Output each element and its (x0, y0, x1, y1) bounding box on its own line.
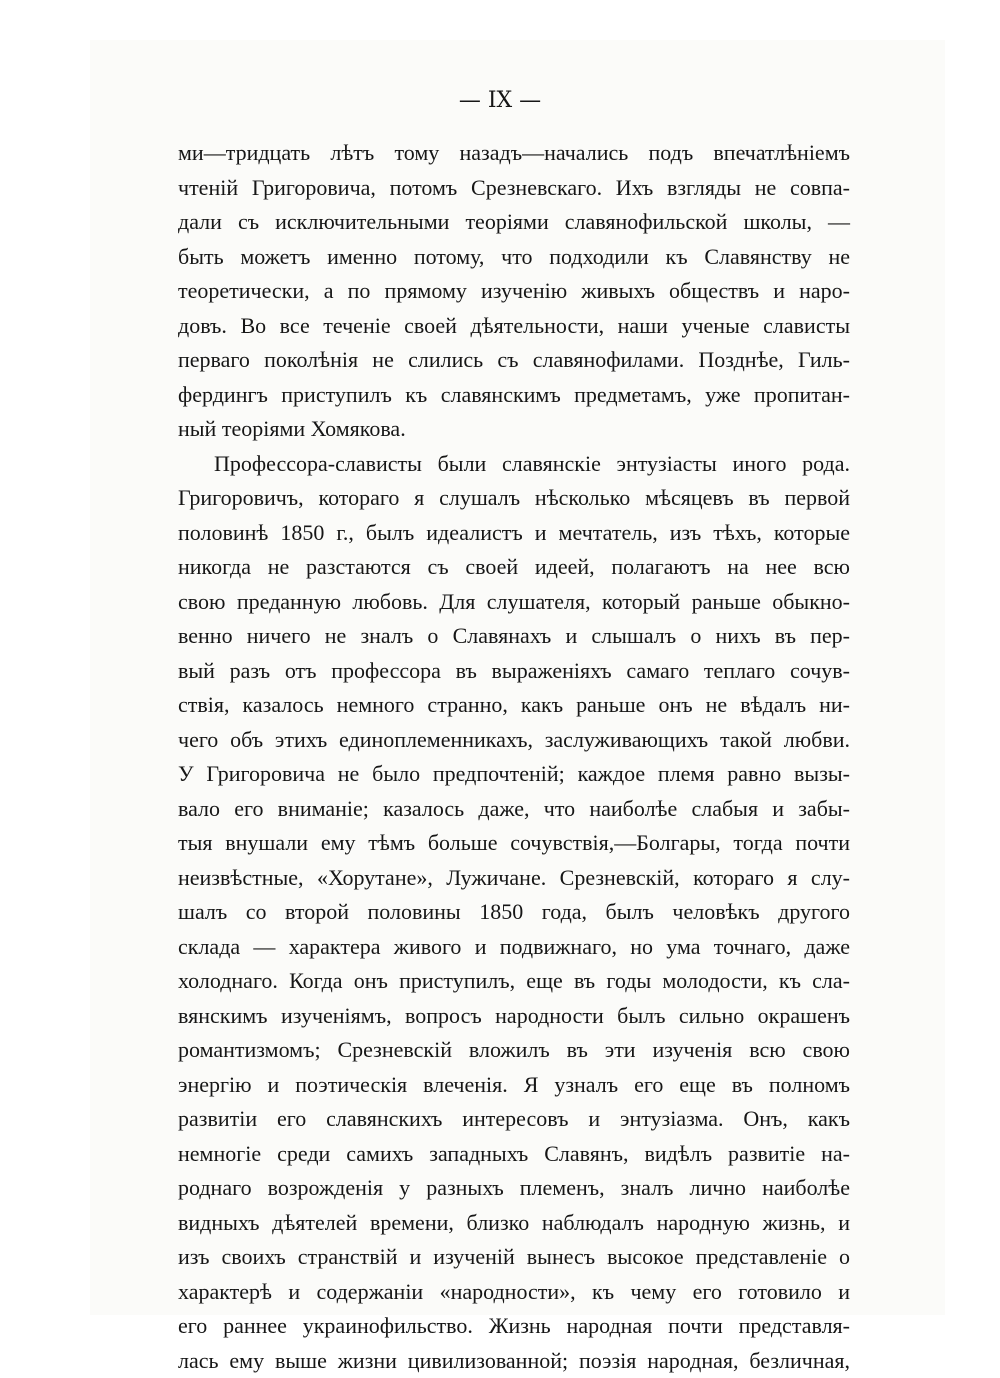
text-line: изъ своихъ странствій и изученій вынесъ высокое представленіе о (178, 1240, 850, 1275)
text-line: видныхъ дѣятелей времени, близко наблюдалъ народную жизнь, и (178, 1206, 850, 1241)
text-line: вянскимъ изученіямъ, вопросъ народности былъ сильно окрашенъ (178, 999, 850, 1034)
body-text (178, 136, 850, 1378)
text-line: лась ему выше жизни цивилизованной; поэзія народная, безличная, (178, 1344, 850, 1378)
text-line: фердингъ приступилъ къ славянскимъ предметамъ, уже пропитан- (178, 378, 850, 413)
text-line: ствія, казалось немного странно, какъ раньше онъ не вѣдалъ ни- (178, 688, 850, 723)
text-line: чего объ этихъ единоплеменникахъ, заслуживающихъ такой любви. (178, 723, 850, 758)
text-line: дали съ исключительными теоріями славянофильской школы, — (178, 205, 850, 240)
text-line: романтизмомъ; Срезневскій вложилъ въ эти изученія всю свою (178, 1033, 850, 1068)
text-line: тыя внушали ему тѣмъ больше сочувствія,—Болгары, тогда почти (178, 826, 850, 861)
text-line: венно ничего не зналъ о Славянахъ и слышалъ о нихъ въ пер- (178, 619, 850, 654)
text-line: свою преданную любовь. Для слушателя, который раньше обыкно- (178, 585, 850, 620)
text-line: Григоровичъ, котораго я слушалъ нѣсколько мѣсяцевъ въ первой (178, 481, 850, 516)
text-line: никогда не разстаются съ своей идеей, полагаютъ на нее всю (178, 550, 850, 585)
text-line: энергію и поэтическія влеченія. Я узналъ его еще въ полномъ (178, 1068, 850, 1103)
text-line: теоретически, а по прямому изученію живыхъ обществъ и наро- (178, 274, 850, 309)
text-line: чтеній Григоровича, потомъ Срезневскаго. Ихъ взгляды не совпа- (178, 171, 850, 206)
text-line: его раннее украинофильство. Жизнь народная почти представля- (178, 1309, 850, 1344)
text-line: половинѣ 1850 г., былъ идеалистъ и мечтатель, изъ тѣхъ, которые (178, 516, 850, 551)
text-line: немногіе среди самихъ западныхъ Славянъ, видѣлъ развитіе на- (178, 1137, 850, 1172)
text-line: развитіи его славянскихъ интересовъ и энтузіазма. Онъ, какъ (178, 1102, 850, 1137)
text-line: роднаго возрожденія у разныхъ племенъ, зналъ лично наиболѣе (178, 1171, 850, 1206)
text-line: холоднаго. Когда онъ приступилъ, еще въ годы молодости, къ сла- (178, 964, 850, 999)
text-line: перваго поколѣнія не слились съ славянофилами. Позднѣе, Гиль- (178, 343, 850, 378)
text-line: вало его вниманіе; казалось даже, что наиболѣе слабыя и забы- (178, 792, 850, 827)
text-line: У Григоровича не было предпочтеній; каждое племя равно вызы- (178, 757, 850, 792)
text-line: вый разъ отъ профессора въ выраженіяхъ самаго теплаго сочув- (178, 654, 850, 689)
text-line: шалъ со второй половины 1850 года, былъ человѣкъ другого (178, 895, 850, 930)
text-line: характерѣ и содержаніи «народности», къ чему его готовило и (178, 1275, 850, 1310)
page-number: — IX — (0, 88, 1000, 113)
text-line: ми—тридцать лѣтъ тому назадъ—начались подъ впечатлѣніемъ (178, 136, 850, 171)
text-line: неизвѣстные, «Хорутане», Лужичане. Срезневскій, котораго я слу- (178, 861, 850, 896)
text-line: ный теоріями Хомякова. (178, 412, 850, 447)
text-line: склада — характера живого и подвижнаго, но ума точнаго, даже (178, 930, 850, 965)
text-line: довъ. Во все теченіе своей дѣятельности, наши ученые слависты (178, 309, 850, 344)
text-line: быть можетъ именно потому, что подходили къ Славянству не (178, 240, 850, 275)
paragraph-start-line: Профессора-слависты были славянскіе энтузіасты иного рода. (178, 447, 850, 482)
